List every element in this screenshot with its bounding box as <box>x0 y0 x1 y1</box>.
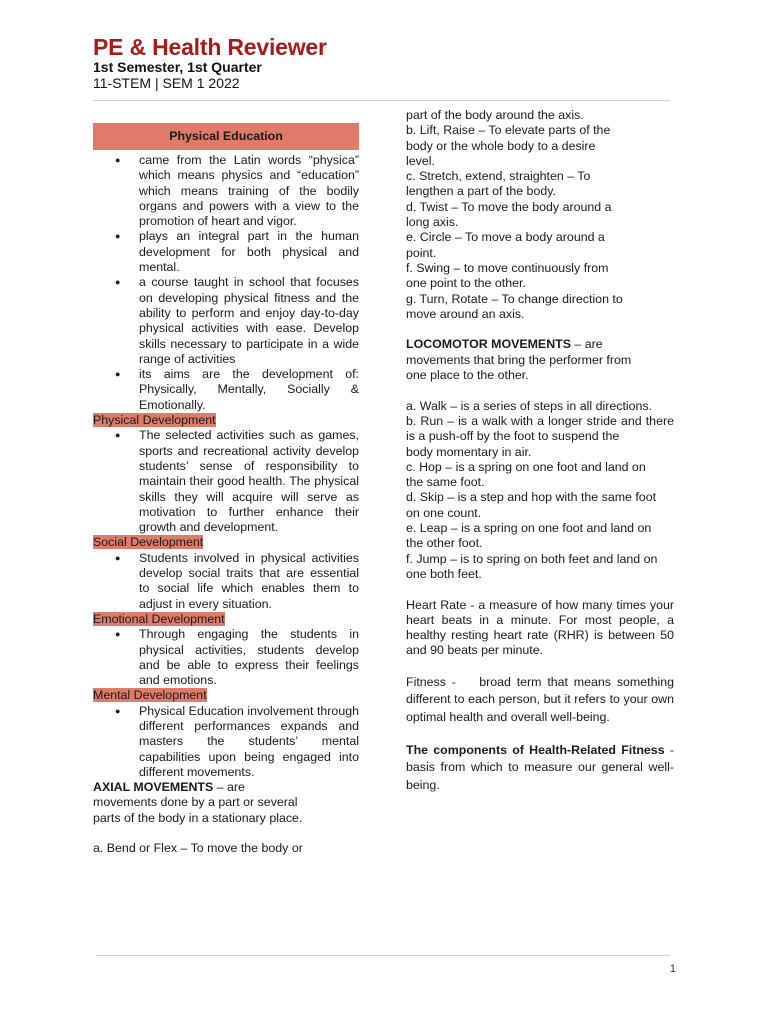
axial-cont-line: g. Turn, Rotate – To change direction to <box>406 291 623 306</box>
locomotor-item-jump: f. Jump – is to spring on both feet and land on <box>406 551 658 566</box>
axial-def-line: parts of the body in a stationary place. <box>93 810 303 825</box>
axial-def-line: movements done by a part or several <box>93 795 298 810</box>
list-item: ● Through engaging the students in physical activities, students develop and be able to express their feelings and emotions. <box>139 627 359 688</box>
axial-cont-line: level. <box>406 153 435 168</box>
locomotor-def-line: movements that bring the performer from <box>406 352 632 367</box>
locomotor-item-skip: d. Skip – is a step and hop with the same foot <box>406 490 657 505</box>
document-meta: 11-STEM | SEM 1 2022 <box>93 75 240 91</box>
locomotor-item-leap-cont: the other foot. <box>406 536 483 551</box>
list-item: ● The selected activities such as games, sports and recreational activity develop students’ sense of responsibility to maintain their good health. The physical skills they will acquire will serve as motivation to further enhance their growth and development. <box>139 428 359 535</box>
emotional-development-list <box>93 627 359 688</box>
physical-development-label: Physical Development <box>93 413 216 428</box>
physical-development-list <box>93 428 359 535</box>
axial-cont-line: lengthen a part of the body. <box>406 184 556 199</box>
document-subtitle: 1st Semester, 1st Quarter <box>93 59 262 75</box>
axial-cont-line: part of the body around the axis. <box>406 108 584 122</box>
axial-cont-line: point. <box>406 245 437 260</box>
locomotor-item-run: b. Run – is a walk with a longer stride and there is a push-off by the foot to suspend the <box>406 413 674 444</box>
heart-rate-definition: Heart Rate - a measure of how many times your heart beats in a minute. For most people, a healthy resting heart rate (RHR) is between 50 and 90 beats per minute. <box>406 597 674 658</box>
locomotor-movements-term: LOCOMOTOR MOVEMENTS <box>406 337 571 352</box>
pe-section-heading: Physical Education <box>93 123 359 150</box>
page-number: 1 <box>669 963 676 975</box>
axial-cont-line: b. Lift, Raise – To elevate parts of the <box>406 123 611 138</box>
document-title: PE & Health Reviewer <box>93 34 327 60</box>
list-item: ● came from the Latin words “physica” which means physics and “education” which means training of the bodily organs and powers with a view to the promotion of heart and vigor. <box>139 153 359 229</box>
components-term: The components of Health-Related Fitness <box>406 742 665 757</box>
health-related-fitness-components <box>406 742 674 795</box>
locomotor-item-leap: e. Leap – is a spring on one foot and land on <box>406 521 652 536</box>
components-def-text: - basis from which to measure our general well-being. <box>406 742 674 792</box>
locomotor-def-line: one place to the other. <box>406 368 529 383</box>
axial-cont-line: d. Twist – To move the body around a <box>406 199 612 214</box>
footer-divider <box>96 955 670 956</box>
axial-cont-line: c. Stretch, extend, straighten – To <box>406 169 591 184</box>
axial-movements-term: AXIAL MOVEMENTS <box>93 780 214 795</box>
mental-development-list <box>93 704 359 780</box>
axial-cont-line: f. Swing – to move continuously from <box>406 260 609 275</box>
locomotor-def-text: – are <box>570 337 603 352</box>
locomotor-item-run-cont: body momentary in air. <box>406 444 532 459</box>
locomotor-item-jump-cont: one both feet. <box>406 566 482 581</box>
left-column <box>93 123 359 857</box>
locomotor-item-hop: c. Hop – is a spring on one foot and land on <box>406 459 646 474</box>
axial-def-text: – are <box>213 780 245 795</box>
mental-development-label: Mental Development <box>93 688 207 703</box>
list-item: ● Physical Education involvement through different performances expands and masters the students’ mental capabilities upon being engaged into different movements. <box>139 704 359 780</box>
locomotor-item-hop-cont: the same foot. <box>406 475 485 490</box>
fitness-definition: Fitness - broad term that means something different to each person, but it refers to your own optimal health and overall well-being. <box>406 674 674 724</box>
list-item: ● a course taught in school that focuses on developing physical fitness and the ability to perform and enjoy day-to-day physical activities with ease. Develop skills necessary to participate in a wide range of activities <box>139 275 359 367</box>
pe-bullet-list <box>93 153 359 413</box>
axial-cont-line: one point to the other. <box>406 276 526 291</box>
list-item: ● plays an integral part in the human development for both physical and mental. <box>139 229 359 275</box>
locomotor-item-skip-cont: on one count. <box>406 505 482 520</box>
social-development-label: Social Development <box>93 535 204 550</box>
axial-cont-line: long axis. <box>406 215 459 230</box>
list-item: ● Students involved in physical activities develop social traits that are essential to social life which enables them to adjust in every situation. <box>139 551 359 612</box>
axial-cont-line: move around an axis. <box>406 306 525 321</box>
axial-cont-line: e. Circle – To move a body around a <box>406 230 605 245</box>
right-column <box>406 108 674 794</box>
axial-cont-line: body or the whole body to a desire <box>406 138 596 153</box>
header-divider <box>93 100 670 101</box>
social-development-list <box>93 551 359 612</box>
locomotor-item-walk: a. Walk – is a series of steps in all directions. <box>406 398 653 413</box>
locomotor-movements-definition <box>406 337 674 352</box>
axial-movements-definition <box>93 780 359 795</box>
axial-item-a: a. Bend or Flex – To move the body or <box>93 841 303 856</box>
emotional-development-label: Emotional Development <box>93 611 225 626</box>
list-item: ● its aims are the development of: Physically, Mentally, Socially & Emotionally. <box>139 367 359 413</box>
